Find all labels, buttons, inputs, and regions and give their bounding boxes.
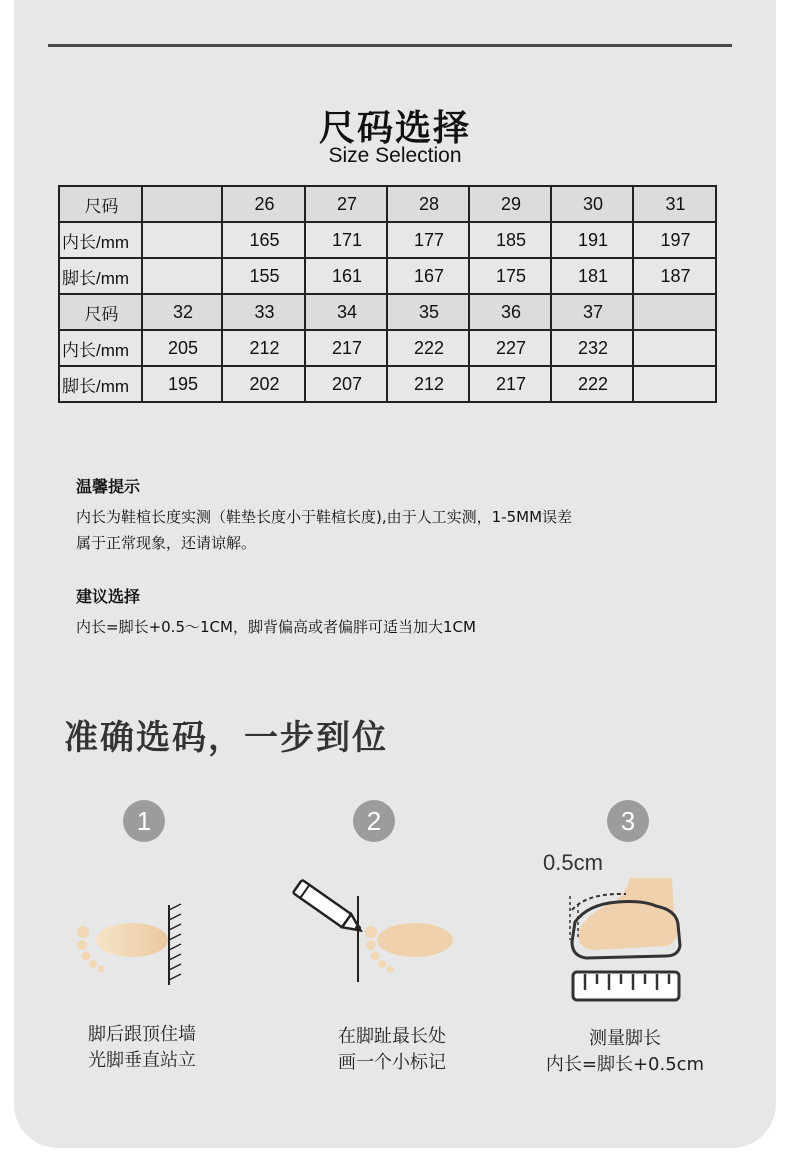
- table-cell: 205: [142, 330, 222, 366]
- table-cell: 167: [387, 258, 469, 294]
- size-table: [58, 185, 717, 403]
- table-row: [59, 186, 716, 222]
- step-2-badge: 2: [353, 800, 395, 842]
- table-cell: 187: [633, 258, 716, 294]
- table-cell: 217: [305, 330, 387, 366]
- table-cell: 31: [633, 186, 716, 222]
- tips-body-line1: 内长为鞋楦长度实测（鞋垫长度小于鞋楦长度),由于人工实测，1-5MM误差: [76, 508, 573, 526]
- table-cell: 29: [469, 186, 551, 222]
- step-3-line2: 内长=脚长+0.5cm: [545, 1054, 705, 1075]
- table-cell: 171: [305, 222, 387, 258]
- table-cell: [633, 294, 716, 330]
- row-label: 脚长/mm: [59, 258, 142, 294]
- table-cell: 32: [142, 294, 222, 330]
- table-cell: 222: [551, 366, 633, 402]
- table-cell: 197: [633, 222, 716, 258]
- table-cell: 161: [305, 258, 387, 294]
- top-divider: [48, 44, 732, 47]
- table-cell: 30: [551, 186, 633, 222]
- step-2-line1: 在脚趾最长处: [338, 1026, 446, 1047]
- table-row: [59, 330, 716, 366]
- table-cell: 33: [222, 294, 305, 330]
- suggest-body: 内长=脚长+0.5～1CM，脚背偏高或者偏胖可适当加大1CM: [76, 618, 476, 636]
- table-cell: 191: [551, 222, 633, 258]
- table-cell: 28: [387, 186, 469, 222]
- table-cell: 34: [305, 294, 387, 330]
- step-2-text: [272, 1024, 512, 1076]
- shoe-ruler-icon: [560, 874, 700, 1006]
- table-cell: [142, 186, 222, 222]
- table-cell: 35: [387, 294, 469, 330]
- step-1-text: [22, 1022, 262, 1074]
- page-title: 尺码选择: [318, 108, 471, 149]
- table-cell: 212: [387, 366, 469, 402]
- table-cell: 212: [222, 330, 305, 366]
- tips-body-line2: 属于正常现象，还请谅解。: [76, 534, 257, 552]
- row-label: 尺码: [59, 294, 142, 330]
- table-cell: [142, 222, 222, 258]
- section-title: 准确选码，一步到位: [64, 718, 388, 758]
- table-cell: 185: [469, 222, 551, 258]
- suggest-heading: 建议选择: [76, 587, 141, 606]
- table-cell: 217: [469, 366, 551, 402]
- row-label: 脚长/mm: [59, 366, 142, 402]
- step-1-line2: 光脚垂直站立: [88, 1050, 196, 1071]
- step-3-line1: 测量脚长: [589, 1028, 661, 1049]
- row-label: 尺码: [59, 186, 142, 222]
- row-label: 内长/mm: [59, 330, 142, 366]
- table-row: [59, 222, 716, 258]
- row-label: 内长/mm: [59, 222, 142, 258]
- table-cell: 175: [469, 258, 551, 294]
- table-cell: 232: [551, 330, 633, 366]
- table-cell: [633, 330, 716, 366]
- table-cell: 36: [469, 294, 551, 330]
- table-cell: 207: [305, 366, 387, 402]
- step-2-line2: 画一个小标记: [338, 1052, 446, 1073]
- page-subtitle: Size Selection: [328, 144, 462, 167]
- table-cell: 27: [305, 186, 387, 222]
- table-row: [59, 366, 716, 402]
- foot-wall-icon: [70, 900, 200, 990]
- table-cell: [633, 366, 716, 402]
- tips-section: [76, 474, 716, 640]
- table-cell: 165: [222, 222, 305, 258]
- step-3-text: [505, 1026, 745, 1078]
- step-1-line1: 脚后跟顶住墙: [88, 1024, 196, 1045]
- table-cell: 155: [222, 258, 305, 294]
- table-cell: 37: [551, 294, 633, 330]
- table-cell: 222: [387, 330, 469, 366]
- measure-annotation: 0.5cm: [543, 850, 603, 875]
- table-cell: 195: [142, 366, 222, 402]
- table-cell: 227: [469, 330, 551, 366]
- step-3-badge: 3: [607, 800, 649, 842]
- tips-heading: 温馨提示: [76, 477, 141, 496]
- table-cell: 202: [222, 366, 305, 402]
- step-1-badge: 1: [123, 800, 165, 842]
- table-cell: 181: [551, 258, 633, 294]
- pencil-mark-icon: [285, 878, 465, 988]
- table-cell: [142, 258, 222, 294]
- table-row: [59, 294, 716, 330]
- table-cell: 177: [387, 222, 469, 258]
- table-cell: 26: [222, 186, 305, 222]
- table-row: [59, 258, 716, 294]
